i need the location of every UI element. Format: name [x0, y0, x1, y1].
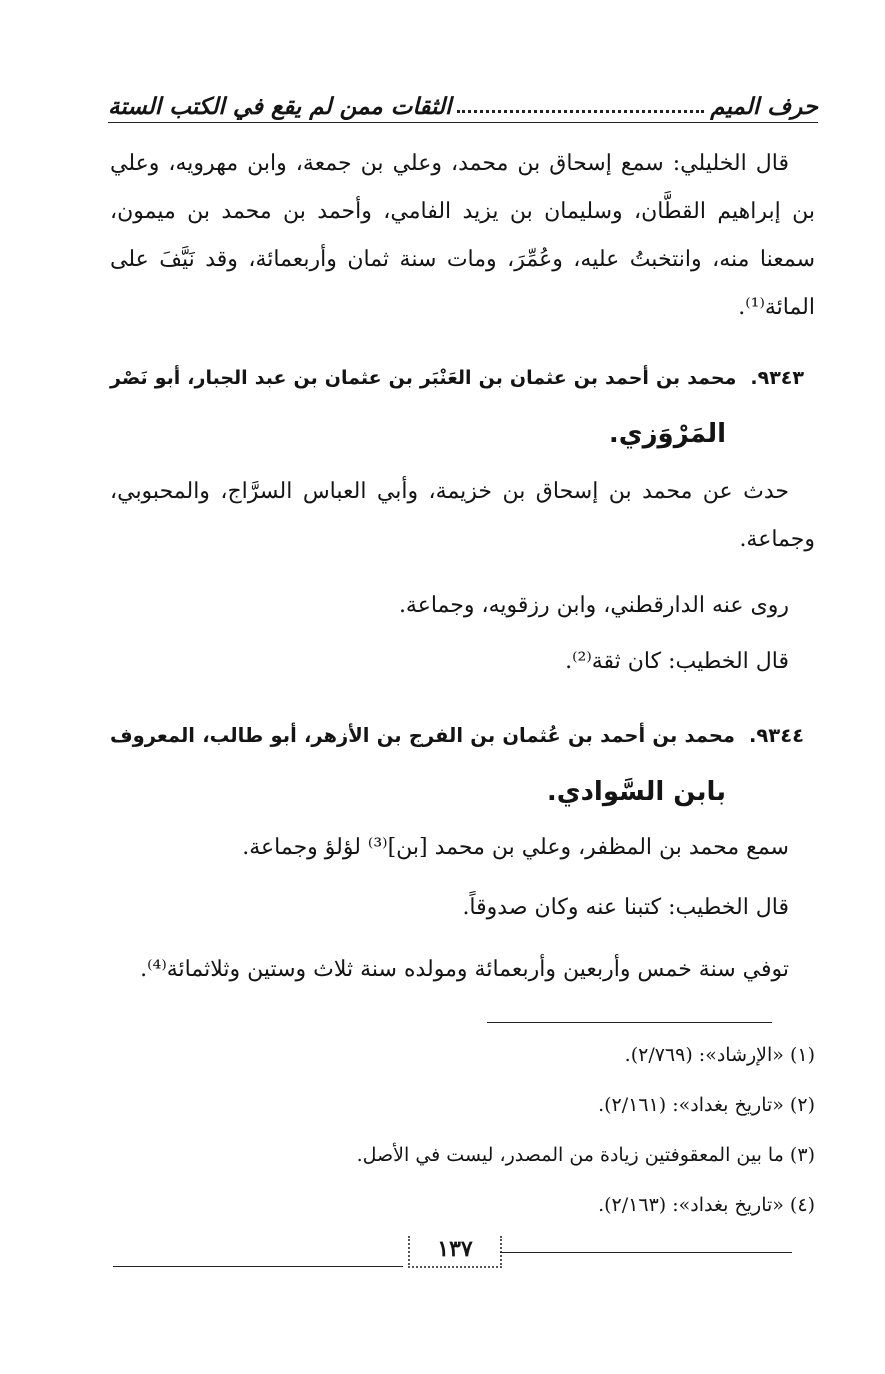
- entry-heading-9343: [110, 350, 822, 462]
- paragraph-line: روى عنه الدارقطني، وابن رزقويه، وجماعة.: [398, 593, 789, 618]
- entry-name: محمد بن أحمد بن عُثمان بن الفرج بن الأزهر، أبو طالب، المعروف: [110, 724, 735, 747]
- footnote-2: (٢) «تاريخ بغداد»: (٢/١٦١).: [598, 1094, 815, 1116]
- entry-number: ٩٣٤٤.: [748, 724, 804, 747]
- paragraph-khalili: [110, 140, 815, 332]
- page-number: ١٣٧: [408, 1236, 502, 1268]
- paragraph-line: سمع محمد بن المظفر، وعلي بن محمد [بن]⁽³⁾ لؤلؤ وجماعة.: [242, 835, 789, 860]
- paragraph-line: حدث عن محمد بن إسحاق بن خزيمة، وأبي العباس السرَّاج، والمحبوبي،: [110, 479, 789, 504]
- paragraph-line: سمعنا منه، وانتخبتُ عليه، وعُمِّرَ، ومات سنة ثمان وأربعمائة، وقد نَيَّفَ على: [110, 247, 815, 272]
- paragraph-khatib-1: [110, 638, 815, 686]
- paragraph-line: قال الخليلي: سمع إسحاق بن محمد، وعلي بن جمعة، وابن مهرويه، وعلي: [110, 151, 789, 176]
- paragraph-line: وجماعة.: [739, 527, 815, 552]
- entry-heading-line: [110, 350, 822, 406]
- entry-heading-line: بابن السَّوادي.: [546, 777, 726, 807]
- footer-rule-right: [500, 1252, 792, 1253]
- paragraph-haddath: [110, 468, 815, 564]
- paragraph-line: المائة⁽¹⁾.: [738, 295, 815, 320]
- header-rule: [108, 122, 818, 123]
- paragraph-line: توفي سنة خمس وأربعين وأربعمائة ومولده سنة ثلاث وستين وثلاثمائة⁽⁴⁾.: [140, 957, 789, 982]
- header-book-title: الثقات ممن لم يقع في الكتب الستة: [108, 93, 452, 120]
- paragraph-sami: [110, 824, 815, 872]
- footnote-4: (٤) «تاريخ بغداد»: (٢/١٦٣).: [598, 1194, 815, 1216]
- entry-heading-9344: [110, 708, 822, 820]
- paragraph-line: بن إبراهيم القطَّان، وسليمان بن يزيد الفامي، وأحمد بن محمد بن ميمون،: [110, 199, 815, 224]
- entry-heading-line: المَرْوَزي.: [608, 419, 726, 449]
- footnote-1: (١) «الإرشاد»: (٢/٧٦٩).: [624, 1044, 815, 1066]
- paragraph-line: قال الخطيب: كتبنا عنه وكان صدوقاً.: [462, 895, 789, 920]
- header-section-title: حرف الميم: [710, 93, 818, 120]
- paragraph-khatib-2: [110, 884, 815, 932]
- entry-heading-line: [110, 708, 822, 764]
- paragraph-tuwuffi: [110, 946, 815, 994]
- paragraph-rawa: [110, 582, 815, 630]
- header-dotted-leader: [457, 110, 704, 113]
- running-header: [108, 84, 818, 120]
- paragraph-line: قال الخطيب: كان ثقة⁽²⁾.: [565, 649, 789, 674]
- footnote-separator: [487, 1022, 772, 1023]
- footnote-3: (٣) ما بين المعقوفتين زيادة من المصدر، ليست في الأصل.: [356, 1144, 815, 1166]
- page-footer: [0, 1232, 885, 1272]
- footer-rule-left: [113, 1266, 403, 1267]
- entry-number: ٩٣٤٣.: [750, 367, 804, 389]
- entry-name: محمد بن أحمد بن عثمان بن العَنْبَر بن عثمان بن عبد الجبار، أبو نَصْر: [110, 367, 737, 389]
